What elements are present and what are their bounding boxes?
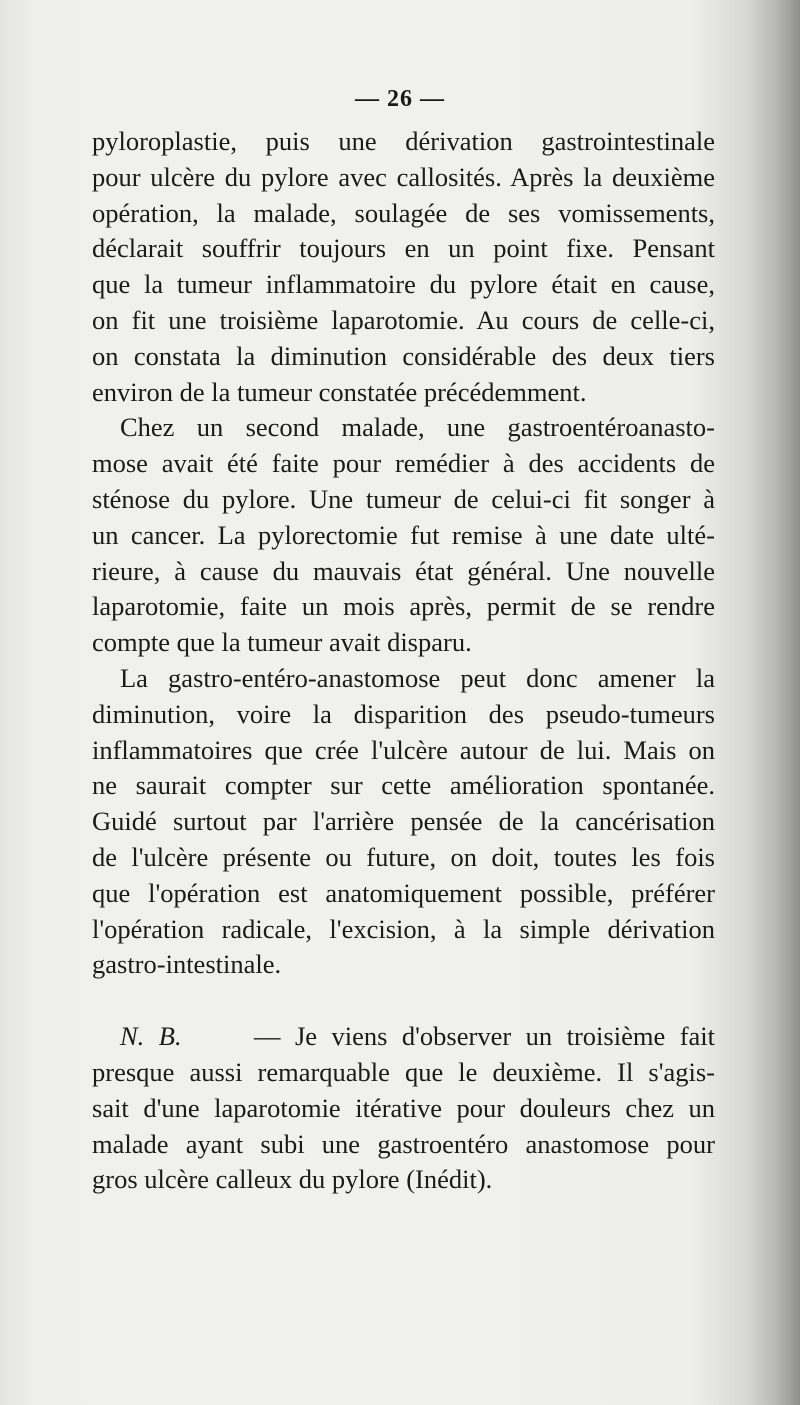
text-line: mose avait été faite pour remédier à des accidents de bbox=[92, 448, 715, 479]
paragraph-2 bbox=[92, 410, 715, 661]
note-line-text: — Je viens d'observer un troisième fait bbox=[253, 1021, 716, 1052]
text-line: on constata la diminution considérable des deux tiers bbox=[92, 340, 715, 371]
text-line: inflammatoires que crée l'ulcère autour de lui. Mais on bbox=[92, 734, 715, 765]
paragraph-1 bbox=[92, 124, 715, 410]
text-line: laparotomie, faite un mois après, permit de se rendre bbox=[92, 591, 715, 622]
text-line: un cancer. La pylorectomie fut remise à une date ulté- bbox=[92, 519, 715, 550]
page-number: — 26 — bbox=[355, 86, 445, 112]
paragraph-gap bbox=[92, 983, 715, 1019]
text-line: pour ulcère du pylore avec callosités. Après la deuxième bbox=[92, 161, 715, 192]
text-line: sait d'une laparotomie itérative pour douleurs chez un bbox=[92, 1092, 715, 1123]
text-line: presque aussi remarquable que le deuxième. Il s'agis- bbox=[92, 1056, 715, 1087]
note-label: N. B. bbox=[120, 1021, 182, 1052]
text-line bbox=[92, 1019, 715, 1055]
text-line: environ de la tumeur constatée précédemment. bbox=[92, 376, 587, 407]
text-line: Chez un second malade, une gastroentéroanasto- bbox=[120, 412, 715, 443]
text-line: on fit une troisième laparotomie. Au cours de celle-ci, bbox=[92, 304, 715, 335]
text-line: que l'opération est anatomiquement possible, préférer bbox=[92, 877, 715, 908]
text-line: compte que la tumeur avait disparu. bbox=[92, 627, 472, 658]
text-line: diminution, voire la disparition des pseudo-tumeurs bbox=[92, 698, 715, 729]
paragraph-3 bbox=[92, 661, 715, 983]
text-line: rieure, à cause du mauvais état général. Une nouvelle bbox=[92, 555, 715, 586]
text-line: que la tumeur inflammatoire du pylore était en cause, bbox=[92, 269, 715, 300]
text-line: de l'ulcère présente ou future, on doit, toutes les fois bbox=[92, 841, 715, 872]
text-line: malade ayant subi une gastroentéro anastomose pour bbox=[92, 1128, 715, 1159]
text-line: l'opération radicale, l'excision, à la simple dérivation bbox=[92, 913, 715, 944]
text-line: pyloroplastie, puis une dérivation gastrointestinale bbox=[92, 126, 715, 156]
text-line: opération, la malade, soulagée de ses vomissements, bbox=[92, 197, 715, 228]
text-line: sténose du pylore. Une tumeur de celui-ci fit songer à bbox=[92, 483, 715, 514]
text-line: gastro-intestinale. bbox=[92, 949, 282, 980]
body-text bbox=[92, 124, 715, 1198]
text-line: déclarait souffrir toujours en un point fixe. Pensant bbox=[92, 233, 715, 264]
text-line: La gastro-entéro-anastomose peut donc amener la bbox=[120, 662, 715, 693]
text-line: gros ulcère calleux du pylore (Inédit). bbox=[92, 1164, 493, 1195]
text-line: ne saurait compter sur cette amélioration spontanée. bbox=[92, 770, 715, 801]
note-paragraph bbox=[92, 1019, 715, 1198]
text-line: Guidé surtout par l'arrière pensée de la cancérisation bbox=[92, 806, 715, 837]
